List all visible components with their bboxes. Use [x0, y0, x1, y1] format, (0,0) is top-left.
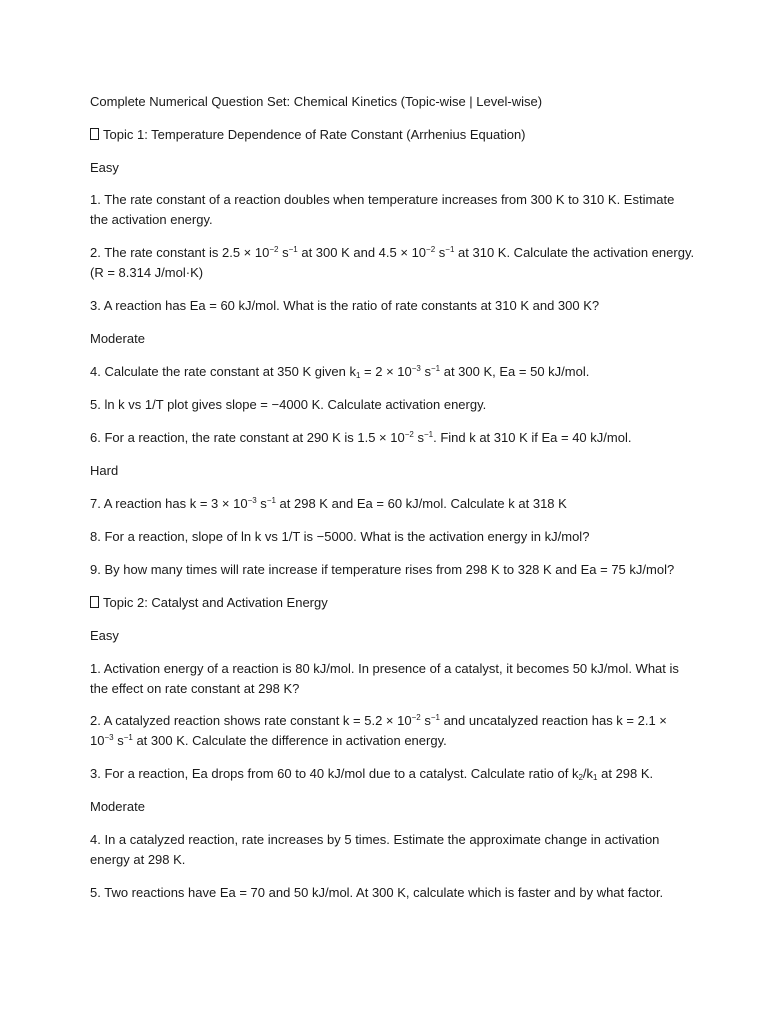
t1-question-8: 8. For a reaction, slope of ln k vs 1/T is −5000. What is the activation energy in kJ/mol?: [90, 529, 590, 544]
t1-question-5: 5. ln k vs 1/T plot gives slope = −4000 K. Calculate activation energy.: [90, 397, 487, 412]
t2-question-4: 4. In a catalyzed reaction, rate increases by 5 times. Estimate the approximate change in activation energy at 298 K.: [90, 832, 660, 867]
level-hard-label: Hard: [90, 463, 119, 478]
t2-question-5: 5. Two reactions have Ea = 70 and 50 kJ/mol. At 300 K, calculate which is faster and by what factor.: [90, 885, 664, 900]
topic-2-heading: Topic 2: Catalyst and Activation Energy: [90, 593, 690, 613]
t1-question-7: 7. A reaction has $k = 3 \times 10^{-3}$ $s^{-1}$ at 298 K and Ea = 60 kJ/mol. Calculate k at 318 K: [90, 496, 567, 511]
t1-question-4: 4. Calculate the rate constant at 350 K given $k_1 = 2 \times 10^{-3}$ $s^{-1}$ at 300 K, Ea = 50 kJ/mol.: [90, 364, 590, 380]
level-moderate-label: Moderate: [90, 331, 145, 346]
t1-question-6: 6. For a reaction, the rate constant at 290 K is $1.5 \times 10^{-2}$ $s^{-1}$. Find k at 310 K if Ea = 40 kJ/mol.: [90, 430, 632, 445]
missing-glyph-icon: [90, 596, 99, 608]
t1-question-1: 1. The rate constant of a reaction doubles when temperature increases from 300 K to 310 K. Estimate the activation energy.: [90, 192, 675, 227]
t1-question-2: 2. The rate constant is $2.5 \times 10^{-2}$ $s^{-1}$ at 300 K and $4.5 \times 10^{-2}$ $s^{-1}$ at 310 K. Calculate the activation energy.: [90, 245, 695, 260]
t1-question-3: 3. A reaction has Ea = 60 kJ/mol. What is the ratio of rate constants at 310 K and 300 K?: [90, 298, 600, 313]
t2-question-1: 1. Activation energy of a reaction is 80 kJ/mol. In presence of a catalyst, it becomes 50 kJ/mol. What is the effect on rate constant at 298 K?: [90, 661, 679, 696]
t2-question-3: 3. For a reaction, Ea drops from 60 to 40 kJ/mol due to a catalyst. Calculate ratio of $k_2/k_1$ at 298 K.: [90, 766, 654, 782]
level-easy-label: Easy: [90, 160, 119, 175]
topic-1-heading: Topic 1: Temperature Dependence of Rate Constant (Arrhenius Equation): [90, 125, 690, 145]
t1-question-2-line-2: (R = 8.314 J/mol·K): [90, 265, 204, 280]
t2-question-2: 2. A catalyzed reaction shows rate constant $k = 5.2 \times 10^{-2}$ $s^{-1}$ and uncatalyzed reaction has $k = 2.1 \times 10^{-3}$ $s^{-1}$ at 300 K. Calculate the difference in activation energy.: [90, 713, 667, 748]
t1-question-9: 9. By how many times will rate increase if temperature rises from 298 K to 328 K and Ea = 75 kJ/mol?: [90, 562, 675, 577]
level-moderate-label: Moderate: [90, 799, 145, 814]
document-title: Complete Numerical Question Set: Chemical Kinetics (Topic-wise | Level-wise): [90, 94, 543, 109]
missing-glyph-icon: [90, 128, 99, 140]
level-easy-label: Easy: [90, 628, 119, 643]
